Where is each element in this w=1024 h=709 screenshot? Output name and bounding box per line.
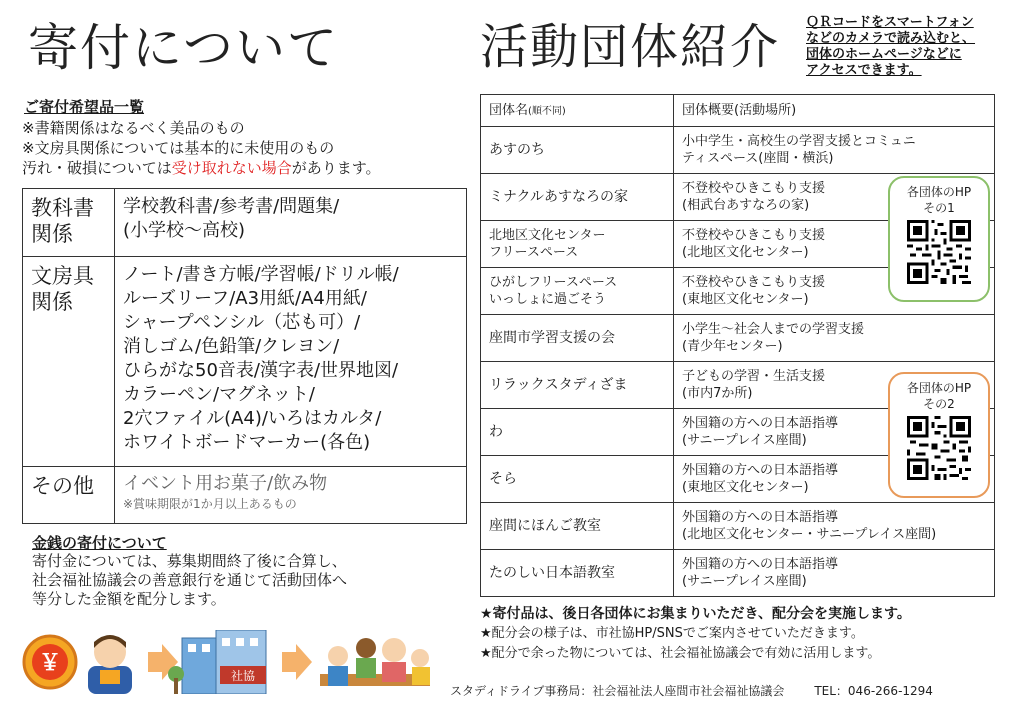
items-cell <box>115 257 467 467</box>
item-line: 消しゴム/色鉛筆/クレヨン/ <box>123 336 340 357</box>
note-line: ※書籍関係はなるべく美品のもの <box>22 119 245 137</box>
group-name: わ <box>489 423 503 440</box>
group-name-cell <box>481 503 674 550</box>
notice-line: ★配分会の様子は、市社協HP/SNSでご案内させていただきます。 <box>480 626 864 641</box>
qr-label: 各団体のHP <box>906 381 972 395</box>
table-row <box>23 257 467 467</box>
arrow-right-icon <box>282 644 312 680</box>
group-name-cell <box>481 362 674 409</box>
item-line: シャープペンシル（芯も可）/ <box>123 312 361 333</box>
group-desc: 外国籍の方への日本語指導 <box>682 463 839 478</box>
table-row <box>23 467 467 524</box>
qr-note-line: アクセスできます。 <box>806 63 922 78</box>
table-row <box>481 127 995 174</box>
item-line: 2穴ファイル(A4)/いろはカルタ/ <box>123 408 382 429</box>
qr-note-line: などのカメラで読み込むと、 <box>806 31 976 46</box>
yen-coin-icon <box>24 636 76 688</box>
footer-contact <box>450 682 933 699</box>
group-place: (東地区文化センター) <box>682 292 809 307</box>
qr-label: その2 <box>923 397 955 411</box>
group-name: ひがしフリースペース <box>489 275 618 290</box>
group-name: 座間にほんご教室 <box>489 517 601 534</box>
money-line: 寄付金については、募集期間終了後に合算し、 <box>32 552 347 570</box>
items-cell <box>115 189 467 257</box>
item-line: ルーズリーフ/A3用紙/A4用紙/ <box>123 288 367 309</box>
footer-tel: TEL：046-266-1294 <box>814 684 933 698</box>
group-desc: 外国籍の方への日本語指導 <box>682 557 839 572</box>
note-line <box>22 158 467 178</box>
category-cell <box>23 189 115 257</box>
table-row <box>23 189 467 257</box>
group-desc-cell <box>674 127 995 174</box>
header-label: 団体名 <box>489 102 529 118</box>
qr-code-icon[interactable] <box>907 416 971 480</box>
item-line: カラーペン/マグネット/ <box>123 384 315 405</box>
group-place: (相武台あすなろの家) <box>682 198 810 213</box>
group-desc-cell <box>674 315 995 362</box>
qr-box-2 <box>888 372 990 498</box>
notice-line: ★配分で余った物については、社会福祉協議会で有効に活用します。 <box>480 646 881 661</box>
money-line: 等分した金額を配分します。 <box>32 590 226 608</box>
category-label: 関係 <box>31 290 73 314</box>
group-name: そら <box>489 470 517 487</box>
note-text: 汚れ・破損については <box>22 159 172 177</box>
table-row <box>481 503 995 550</box>
qr-note-line: ＱＲコードをスマートフォン <box>806 15 974 30</box>
item-line: イベント用お菓子/飲み物 <box>123 473 328 494</box>
items-cell <box>115 467 467 524</box>
item-line: ノート/書き方帳/学習帳/ドリル帳/ <box>123 264 399 285</box>
group-name-cell <box>481 268 674 315</box>
table-row <box>481 315 995 362</box>
svg-text:￥: ￥ <box>38 651 62 676</box>
money-donation-heading: 金銭の寄付について <box>32 534 167 552</box>
note-line: ※文房具関係については基本的に未使用のもの <box>22 139 335 157</box>
group-name-cell <box>481 315 674 362</box>
group-desc: 小学生～社会人までの学習支援 <box>682 322 865 337</box>
money-donation-text <box>32 552 452 609</box>
group-place: (東地区文化センター) <box>682 480 809 495</box>
group-place: (サニープレイス座間) <box>682 574 807 589</box>
group-name-cell <box>481 221 674 268</box>
group-name-cell <box>481 550 674 597</box>
note-text: があります。 <box>291 159 381 177</box>
group-desc: 不登校やひきこもり支援 <box>682 275 826 290</box>
category-label: 教科書 <box>31 196 94 220</box>
column-header-desc: 団体概要(活動場所) <box>674 95 995 127</box>
category-label: 関係 <box>31 222 73 246</box>
note-warning-text: 受け取れない場合 <box>171 159 292 177</box>
group-desc: 不登校やひきこもり支援 <box>682 228 826 243</box>
group-desc: 子どもの学習・生活支援 <box>682 369 826 384</box>
group-desc: 不登校やひきこもり支援 <box>682 181 826 196</box>
children-group-icon <box>320 638 430 686</box>
qr-label: 各団体のHP <box>906 185 972 199</box>
donation-notes <box>22 118 467 178</box>
group-name-cell <box>481 456 674 503</box>
footer-office: スタディドライブ事務局：社会福祉法人座間市社会福祉協議会 <box>450 684 785 698</box>
item-line: ひらがな50音表/漢字表/世界地図/ <box>123 360 399 381</box>
group-name: いっしょに過ごそう <box>489 292 607 307</box>
group-place: (北地区文化センター・サニープレイス座間) <box>682 527 937 542</box>
item-line: 学校教科書/参考書/問題集/ <box>123 196 340 217</box>
group-desc-cell <box>674 550 995 597</box>
group-place: (北地区文化センター) <box>682 245 809 260</box>
group-name-cell <box>481 127 674 174</box>
group-desc: 外国籍の方への日本語指導 <box>682 416 839 431</box>
group-name: 北地区文化センター <box>489 228 606 243</box>
qr-label: その1 <box>923 201 955 215</box>
group-name-cell <box>481 409 674 456</box>
qr-box-1 <box>888 176 990 302</box>
item-line: (小学校～高校) <box>123 220 246 241</box>
table-header-row <box>481 95 995 127</box>
header-sub-label: (順不同) <box>528 105 566 117</box>
svg-text:社協: 社協 <box>230 669 256 683</box>
page-title-groups: 活動団体紹介 <box>480 19 781 75</box>
item-note: ※賞味期限が1か月以上あるもの <box>123 497 297 511</box>
group-name: 座間市学習支援の会 <box>489 329 615 346</box>
qr-note-line: 団体のホームページなどに <box>806 47 962 62</box>
notice-line: ★寄付品は、後日各団体にお集まりいただき、配分会を実施します。 <box>480 606 911 622</box>
group-place: (青少年センター) <box>682 339 783 354</box>
wish-list-heading: ご寄付希望品一覧 <box>24 98 145 116</box>
category-label: 文房具 <box>31 264 94 288</box>
bottom-notes <box>480 604 1020 664</box>
group-place: (市内7か所) <box>682 386 753 401</box>
group-name: たのしい日本語教室 <box>489 564 615 581</box>
groups-table <box>480 94 995 597</box>
group-desc-cell <box>674 503 995 550</box>
group-place: ティスペース(座間・横浜) <box>682 151 834 166</box>
donation-flow-illustration <box>20 630 440 694</box>
group-name: あすのち <box>489 141 545 158</box>
table-row <box>481 550 995 597</box>
qr-code-icon[interactable] <box>907 220 971 284</box>
category-cell <box>23 467 115 524</box>
group-desc: 外国籍の方への日本語指導 <box>682 510 839 525</box>
column-header-name <box>481 95 674 127</box>
group-desc: 小中学生・高校生の学習支援とコミュニ <box>682 134 916 149</box>
group-name: フリースペース <box>489 245 579 260</box>
group-place: (サニープレイス座間) <box>682 433 807 448</box>
category-label: その他 <box>31 474 94 498</box>
qr-instruction <box>806 15 1016 79</box>
group-name-cell <box>481 174 674 221</box>
donor-person-icon <box>88 635 132 694</box>
group-name: ミナクルあすなろの家 <box>489 188 629 205</box>
item-line: ホワイトボードマーカー(各色) <box>123 432 371 453</box>
shakyo-building-icon <box>168 630 266 694</box>
category-cell <box>23 257 115 467</box>
group-name: リラックスタディざま <box>489 376 628 393</box>
page-title-donation: 寄付について <box>28 19 339 77</box>
money-line: 社会福祉協議会の善意銀行を通じて活動団体へ <box>32 571 348 589</box>
wish-items-table <box>22 188 467 524</box>
